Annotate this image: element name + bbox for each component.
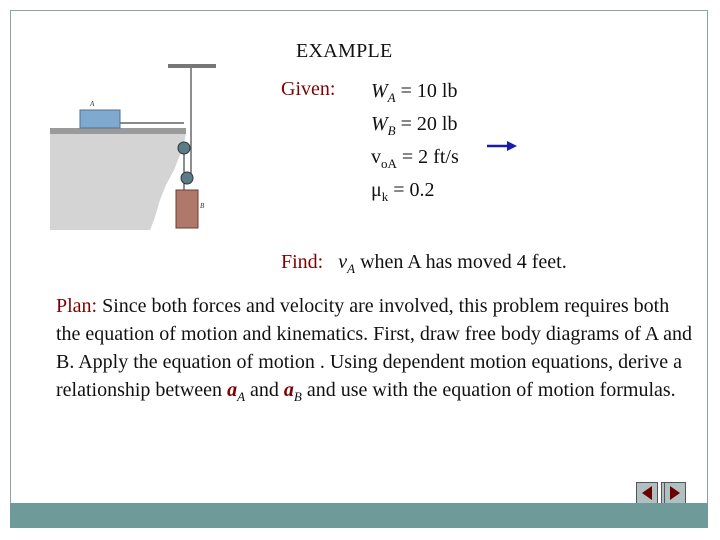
given-values <box>371 78 459 210</box>
right-triangle-icon <box>665 483 685 503</box>
block-b <box>176 190 198 228</box>
label-a: A <box>90 100 95 108</box>
given-wa: $W_A = 10$ lb <box>371 80 458 105</box>
pulley-top <box>178 142 190 154</box>
bottom-bar <box>10 503 708 528</box>
table-body <box>50 134 186 230</box>
label-b: B <box>200 202 205 210</box>
slide-title: EXAMPLE <box>296 40 393 62</box>
left-triangle-icon <box>637 483 657 503</box>
table-top <box>50 128 186 134</box>
given-wb: $W_B = 20$ lb <box>371 113 458 138</box>
forward-slide-button[interactable] <box>664 482 686 504</box>
given-v: $v_{oA} = 2$ ft/s <box>371 146 459 171</box>
find-line: Find: $v_A$ when A has moved 4 feet. <box>281 251 567 276</box>
find-label: Find: <box>281 251 324 273</box>
given-label: Given: <box>281 78 336 100</box>
given-mu: $\mu_k = 0.2$ <box>371 179 435 204</box>
block-a <box>80 110 120 128</box>
plan-label: Plan: <box>56 295 98 317</box>
prev-slide-button[interactable] <box>636 482 658 504</box>
velocity-arrow-icon <box>487 139 517 153</box>
pulley-bottom <box>181 172 193 184</box>
ceiling-plate <box>168 64 216 68</box>
pulley-figure <box>50 60 250 238</box>
plan-paragraph: Plan: Since both forces and velocity are involved, this problem requires both the equation of motion and kinematics. First, draw free body diagrams of A and B. Apply the equation of motion . Using dependent motion equations, derive a relationship between $a_A$ and $a_B$ and use with the equation of motion formulas. <box>56 295 692 404</box>
